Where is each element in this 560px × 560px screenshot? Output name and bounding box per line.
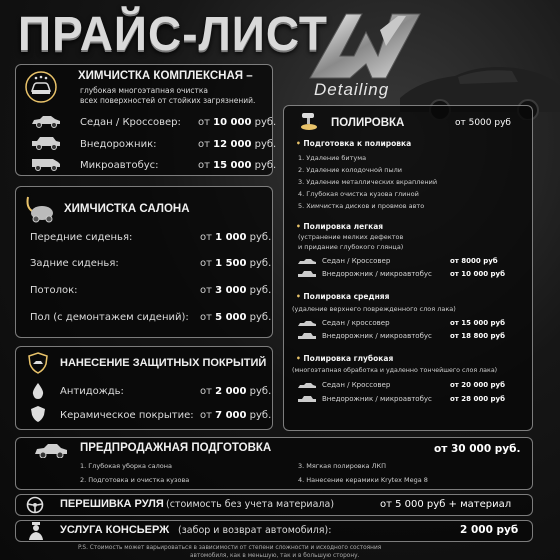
medium-title bbox=[296, 292, 389, 301]
light-row-2-price: от 10 000 руб bbox=[450, 270, 505, 278]
dry-clean-complex-desc-2: всех поверхностей от стойких загрязнений. bbox=[80, 96, 256, 105]
presale-item-1: 1. Глубокая уборка салона bbox=[80, 462, 172, 470]
deep-row-1-price: от 20 000 руб bbox=[450, 381, 505, 389]
dc-complex-row-3-price bbox=[198, 160, 276, 171]
suv-small-icon bbox=[298, 396, 316, 404]
light-row-1-price: от 8000 руб bbox=[450, 257, 498, 265]
concierge-title: УСЛУГА КОНСЬЕРЖ bbox=[60, 524, 170, 536]
dry-clean-complex-desc-1: глубокая многоэтапная очистка bbox=[80, 86, 208, 95]
steering-wheel-icon bbox=[26, 496, 44, 514]
sedan-small-icon bbox=[298, 320, 316, 328]
car-side-icon bbox=[34, 442, 68, 458]
medium-row-1-label: Седан / кроссовер bbox=[322, 319, 390, 327]
price-prefix: от bbox=[200, 386, 212, 397]
medium-row-2-price: от 18 800 руб bbox=[450, 332, 505, 340]
price-unit: руб. bbox=[249, 232, 272, 243]
prep-item-1: 1. Удаление битума bbox=[298, 154, 367, 162]
price-value: 1 000 bbox=[215, 232, 247, 243]
minibus-icon bbox=[31, 157, 61, 171]
logo-mark-icon bbox=[306, 10, 424, 82]
shield-icon bbox=[27, 352, 49, 374]
steering-title: ПЕРЕШИВКА РУЛЯ bbox=[60, 498, 164, 510]
price-unit: руб. bbox=[249, 258, 272, 269]
bullet-dot: • bbox=[296, 354, 304, 363]
dc-salon-row-1-label: Передние сиденья: bbox=[30, 232, 133, 243]
light-desc-2: и придание глубокого глянца) bbox=[298, 243, 404, 251]
deep-row-2-price: от 28 000 руб bbox=[450, 395, 505, 403]
dry-clean-complex-title: ХИМЧИСТКА КОМПЛЕКСНАЯ – bbox=[78, 70, 253, 82]
suv-icon bbox=[31, 136, 61, 150]
price-prefix: от bbox=[198, 139, 210, 150]
coatings-row-2-price bbox=[200, 410, 271, 421]
dc-salon-row-4-price bbox=[200, 312, 271, 323]
steering-note: (стоимость без учета материала) bbox=[166, 499, 335, 510]
polishing-base-price: от 5000 руб bbox=[455, 118, 511, 128]
price-value: 1 500 bbox=[215, 258, 247, 269]
sedan-small-icon bbox=[298, 258, 316, 266]
bullet-dot: • bbox=[296, 139, 304, 148]
medium-desc: (удаление верхнего поврежденного слоя лака) bbox=[292, 305, 456, 313]
dc-complex-row-3-label: Микроавтобус: bbox=[80, 160, 159, 171]
deep-row-1-label: Седан / Кроссовер bbox=[322, 381, 391, 389]
steering-price: от 5 000 руб + материал bbox=[380, 499, 512, 510]
coatings-title: НАНЕСЕНИЕ ЗАЩИТНЫХ ПОКРЫТИЙ bbox=[60, 357, 267, 369]
prep-item-4: 4. Глубокая очистка кузова глиной bbox=[298, 190, 419, 198]
deep-desc: (многоэтапная обработка и удаленно тончейшего слоя лака) bbox=[292, 367, 498, 374]
dc-salon-row-3-price bbox=[200, 285, 271, 296]
prep-item-5: 5. Химчистка дисков и провмов авто bbox=[298, 202, 425, 210]
dc-complex-row-2-price bbox=[198, 139, 276, 150]
deep-title bbox=[296, 354, 393, 363]
dc-salon-row-3-label: Потолок: bbox=[30, 285, 78, 296]
price-value: 5 000 bbox=[215, 312, 247, 323]
light-title bbox=[296, 222, 383, 231]
dc-salon-row-1-price bbox=[200, 232, 271, 243]
prep-item-3: 3. Удаление металлических вкраплений bbox=[298, 178, 438, 186]
medium-row-1-price: от 15 000 руб bbox=[450, 319, 505, 327]
dc-complex-row-2-label: Внедорожник: bbox=[80, 139, 157, 150]
light-desc-1: (устранение мелких дефектов bbox=[298, 233, 404, 241]
bullet-dot: • bbox=[296, 292, 304, 301]
price-prefix: от bbox=[198, 160, 210, 171]
dc-salon-row-4-label: Пол (с демонтажем сидений): bbox=[30, 312, 189, 323]
price-value: 3 000 bbox=[215, 285, 247, 296]
dc-complex-row-1-label: Седан / Кроссовер: bbox=[80, 117, 181, 128]
light-row-1-label: Седан / Кроссовер bbox=[322, 257, 391, 265]
price-unit: руб. bbox=[249, 386, 272, 397]
suv-small-icon bbox=[298, 333, 316, 341]
price-prefix: от bbox=[200, 285, 212, 296]
concierge-person-icon bbox=[27, 521, 45, 541]
price-prefix: от bbox=[200, 312, 212, 323]
dc-complex-row-1-price bbox=[198, 117, 276, 128]
presale-price: от 30 000 руб. bbox=[434, 443, 521, 455]
light-row-2-label: Внедорожник / микроавтобус bbox=[322, 270, 432, 278]
concierge-price: 2 000 руб bbox=[460, 524, 519, 536]
price-value: 10 000 bbox=[213, 117, 252, 128]
price-unit: руб. bbox=[249, 410, 272, 421]
logo-text: Detailing bbox=[314, 80, 390, 99]
prep-title bbox=[296, 139, 411, 148]
vacuum-cleaner-icon bbox=[22, 193, 58, 223]
sedan-small-icon bbox=[298, 382, 316, 390]
bullet-dot: • bbox=[296, 222, 304, 231]
presale-item-2: 2. Подготовка и очистка кузова bbox=[80, 476, 190, 484]
ceramic-icon bbox=[29, 405, 47, 423]
price-prefix: от bbox=[200, 410, 212, 421]
dc-salon-row-2-price bbox=[200, 258, 271, 269]
price-value: 2 000 bbox=[215, 386, 247, 397]
price-unit: руб. bbox=[254, 139, 277, 150]
coatings-row-1-price bbox=[200, 386, 271, 397]
presale-item-4: 4. Нанесение керамики Krytex Mega 8 bbox=[298, 476, 428, 484]
coatings-row-1-label: Антидождь: bbox=[60, 386, 124, 397]
dc-salon-row-2-label: Задние сиденья: bbox=[30, 258, 119, 269]
light-title-text: Полировка легкая bbox=[303, 222, 384, 231]
price-unit: руб. bbox=[249, 312, 272, 323]
raindrop-icon bbox=[29, 382, 47, 400]
car-wash-icon bbox=[24, 70, 58, 104]
dry-clean-salon-title: ХИМЧИСТКА САЛОНА bbox=[64, 203, 190, 215]
logo bbox=[306, 10, 424, 102]
medium-row-2-label: Внедорожник / микроавтобус bbox=[322, 332, 432, 340]
sedan-icon bbox=[31, 114, 61, 128]
footer-note-1: P.S. Стоимость может варьироваться в зависимости от степени сложности и исходного состояния bbox=[78, 545, 382, 551]
price-value: 15 000 bbox=[213, 160, 252, 171]
page-title: ПРАЙС-ЛИСТ bbox=[18, 5, 329, 61]
price-prefix: от bbox=[200, 232, 212, 243]
prep-title-text: Подготовка к полировка bbox=[303, 139, 412, 148]
presale-title: ПРЕДПРОДАЖНАЯ ПОДГОТОВКА bbox=[80, 442, 272, 454]
medium-title-text: Полировка средняя bbox=[303, 292, 390, 301]
price-value: 7 000 bbox=[215, 410, 247, 421]
price-unit: руб. bbox=[254, 117, 277, 128]
suv-small-icon bbox=[298, 271, 316, 279]
price-prefix: от bbox=[200, 258, 212, 269]
presale-item-3: 3. Мягкая полировка ЛКП bbox=[298, 462, 386, 470]
footer-note-2: автомобиля, как в меньшую, так и в большую сторону. bbox=[190, 553, 360, 559]
polisher-icon bbox=[299, 110, 321, 132]
price-unit: руб. bbox=[254, 160, 277, 171]
price-value: 12 000 bbox=[213, 139, 252, 150]
price-unit: руб. bbox=[249, 285, 272, 296]
deep-row-2-label: Внедорожник / микроавтобус bbox=[322, 395, 432, 403]
coatings-row-2-label: Керамическое покрытие: bbox=[60, 410, 194, 421]
price-prefix: от bbox=[198, 117, 210, 128]
polishing-title: ПОЛИРОВКА bbox=[331, 117, 405, 129]
prep-item-2: 2. Удаление колодочной пыли bbox=[298, 166, 403, 174]
concierge-note: (забор и возврат автомобиля): bbox=[178, 525, 332, 536]
deep-title-text: Полировка глубокая bbox=[303, 354, 394, 363]
